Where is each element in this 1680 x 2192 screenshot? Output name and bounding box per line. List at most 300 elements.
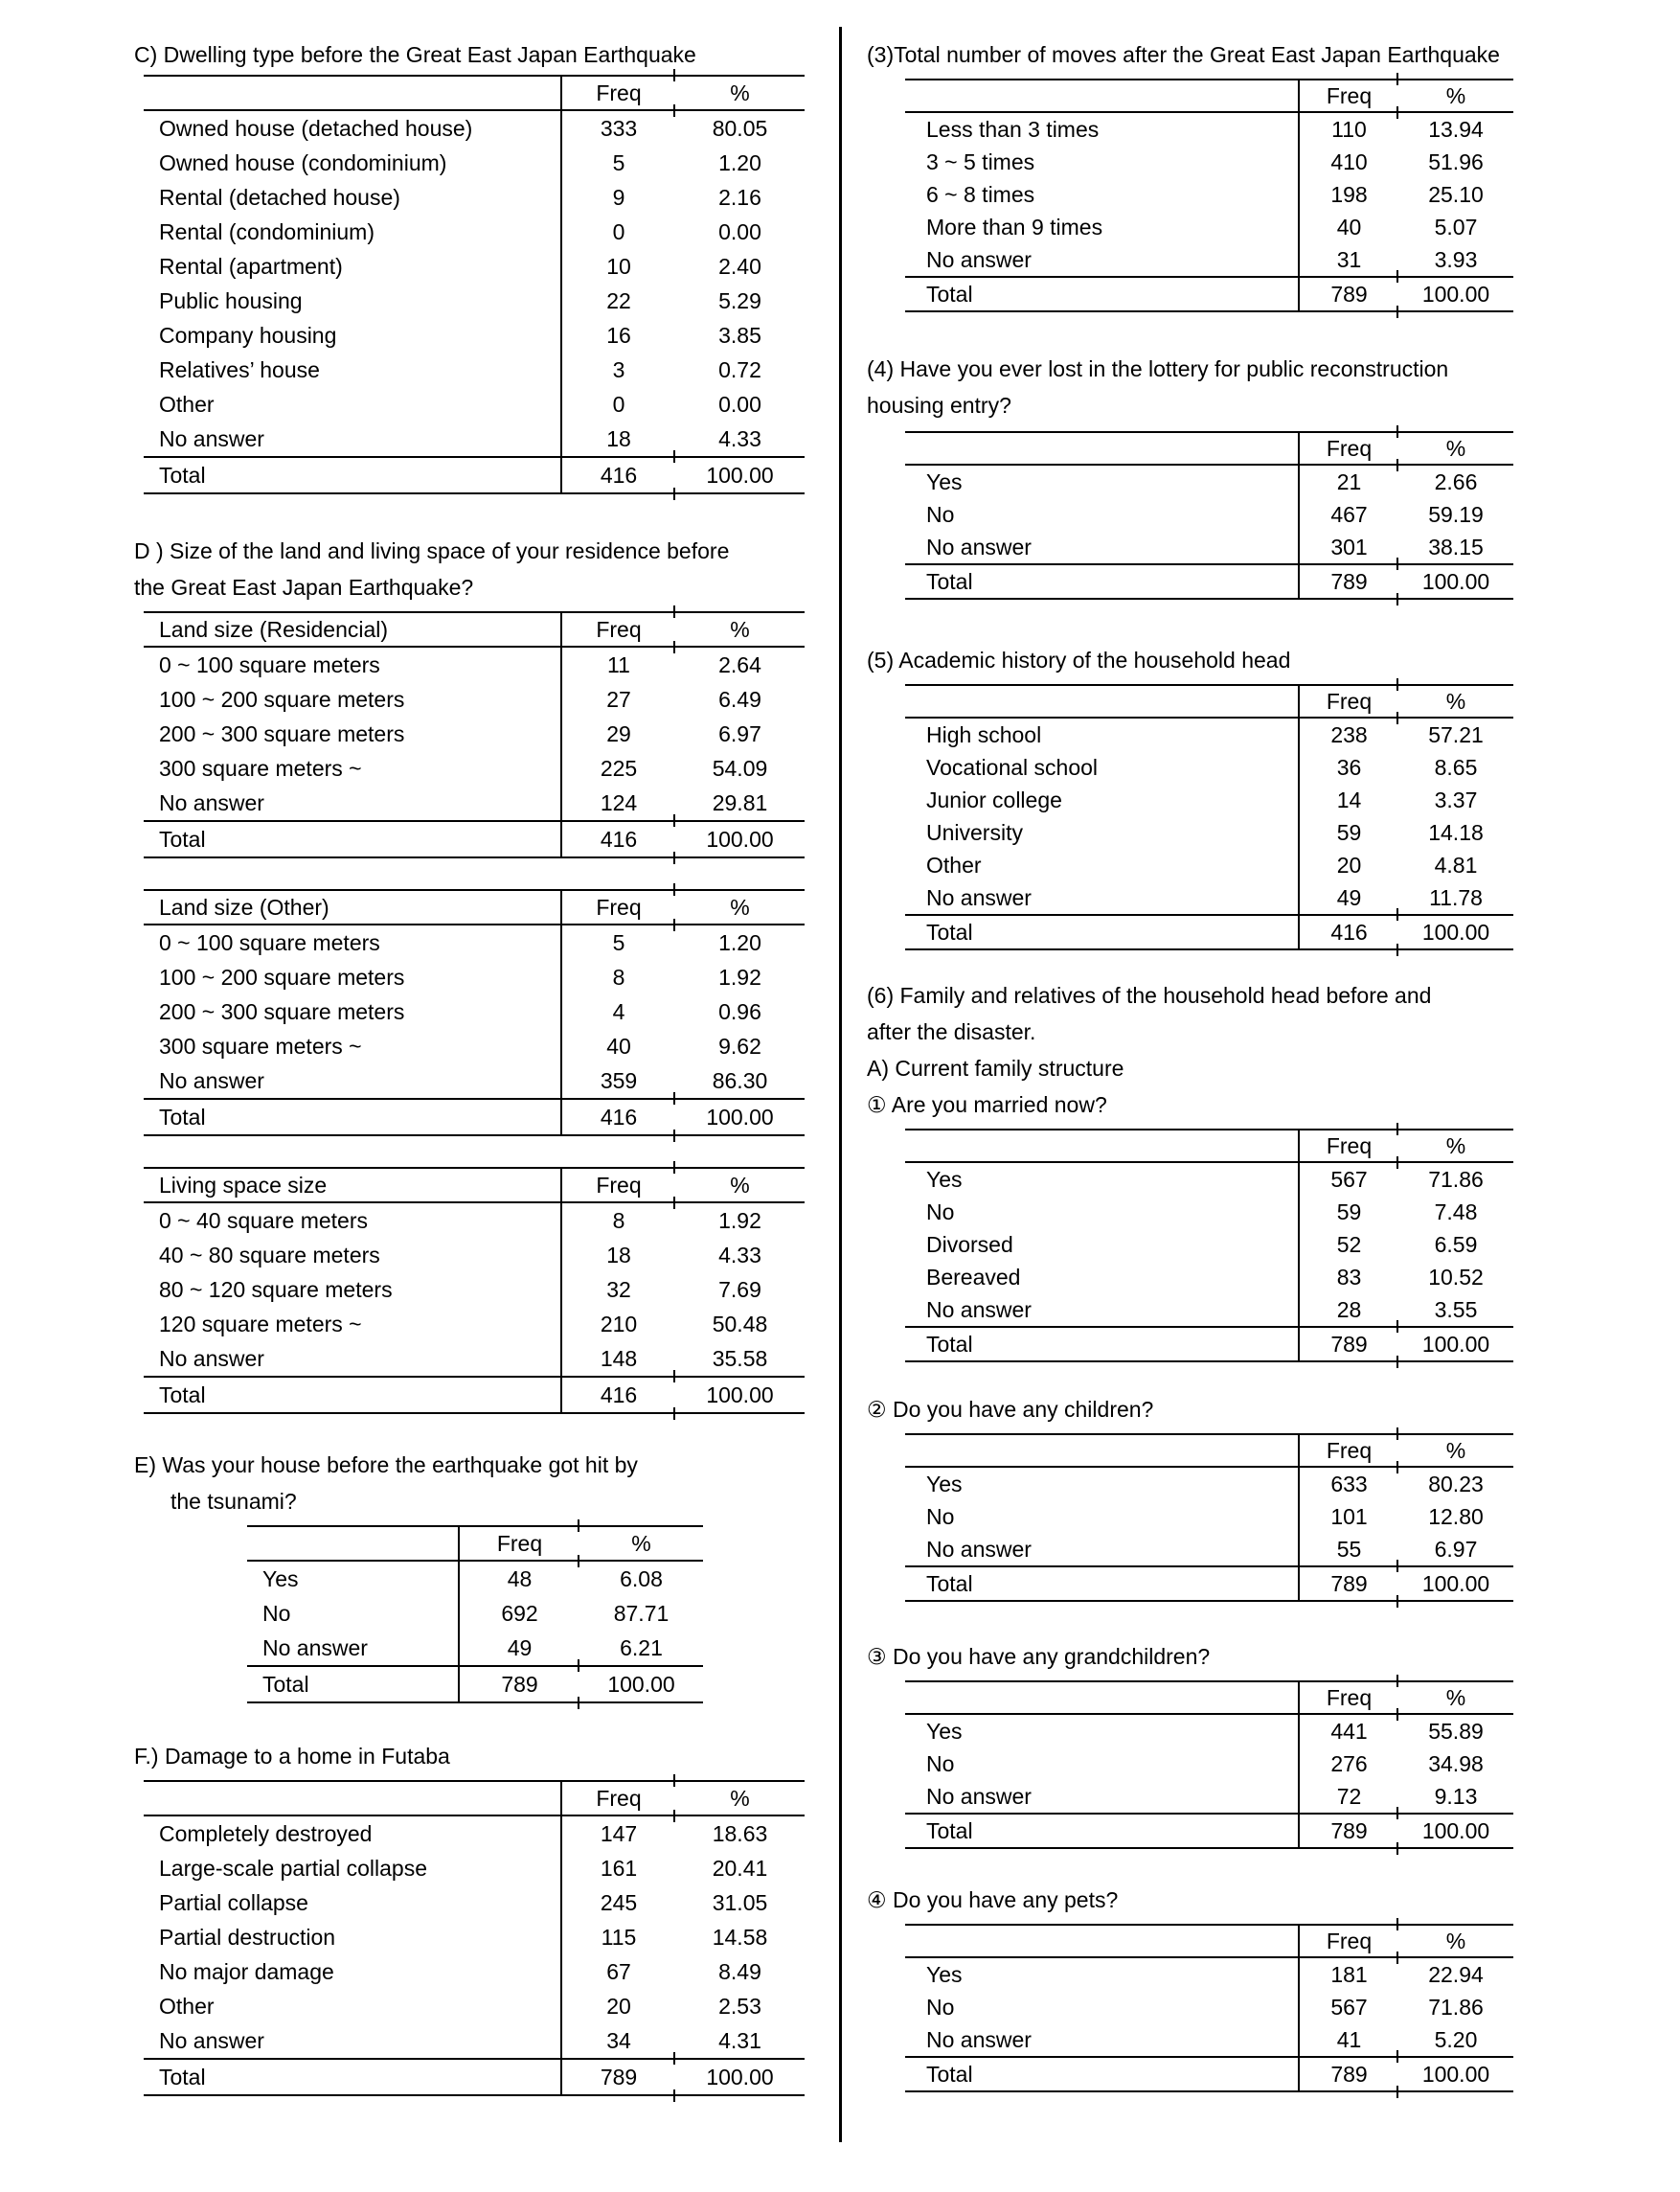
freq-value: 72 (1298, 1780, 1398, 1813)
freq-value: 16 (560, 318, 675, 353)
frequency-table (905, 684, 1652, 950)
table-header-row (905, 1680, 1513, 1715)
freq-value: 36 (1298, 751, 1398, 784)
section-heading (134, 1738, 819, 1774)
table-row (144, 682, 805, 717)
total-row-label: Total (926, 1571, 973, 1596)
total-freq-value: 789 (1298, 1328, 1398, 1360)
table-row (144, 146, 805, 180)
frequency-table (144, 611, 819, 858)
table-row (144, 353, 805, 387)
table-row (905, 751, 1513, 784)
table-row (144, 249, 805, 284)
survey-section-C (134, 36, 819, 494)
freq-value: 18 (560, 422, 675, 456)
survey-section-E (134, 1447, 819, 1703)
row-label: No answer (159, 1346, 264, 1371)
table-row (144, 215, 805, 249)
total-percent-value: 100.00 (1398, 1815, 1513, 1847)
percent-column-header: % (675, 891, 805, 924)
right-column (867, 29, 1652, 2092)
table-row (144, 1954, 805, 1989)
table-row (247, 1631, 703, 1665)
section-heading-line: (4) Have you ever lost in the lottery for public reconstruction (867, 356, 1449, 381)
frequency-table (905, 1680, 1652, 1849)
row-label: 80 ~ 120 square meters (159, 1277, 393, 1302)
percent-value: 6.59 (1434, 1232, 1478, 1257)
table-row (247, 1596, 703, 1631)
total-freq-value: 416 (1298, 916, 1398, 948)
row-label: No answer (159, 1068, 264, 1093)
row-label: 200 ~ 300 square meters (159, 999, 405, 1024)
percent-value: 1.20 (718, 150, 761, 175)
section-heading (867, 36, 1652, 73)
section-heading (867, 1882, 1652, 1918)
freq-value: 0 (560, 215, 675, 249)
percent-value: 59.19 (1428, 502, 1484, 527)
row-label: Owned house (detached house) (159, 116, 473, 141)
table-header-row (905, 1924, 1513, 1958)
section-heading (867, 642, 1652, 678)
percent-column-header: % (1398, 433, 1513, 464)
percent-value: 6.97 (718, 721, 761, 746)
percent-column-header: % (1398, 1130, 1513, 1161)
table-row (905, 113, 1513, 146)
row-label: Partial destruction (159, 1925, 336, 1950)
row-label: No (926, 502, 955, 527)
total-percent-value: 100.00 (675, 458, 805, 492)
section-heading-line: ① Are you married now? (867, 1092, 1107, 1117)
total-row-label: Total (159, 2065, 206, 2089)
row-label: Owned house (condominium) (159, 150, 447, 175)
table-row (144, 1816, 805, 1851)
table-header-row (905, 79, 1513, 113)
table-row (144, 284, 805, 318)
freq-value: 0 (560, 387, 675, 422)
row-label: 0 ~ 40 square meters (159, 1208, 368, 1233)
freq-value: 333 (560, 111, 675, 146)
row-label: Yes (262, 1566, 299, 1591)
freq-value: 301 (1298, 531, 1398, 563)
table-header-row (144, 889, 805, 925)
frequency-table (905, 1129, 1652, 1362)
row-label: Rental (detached house) (159, 185, 400, 210)
section-heading-line: E) Was your house before the earthquake got hit by (134, 1452, 638, 1477)
table-header-row (144, 1167, 805, 1203)
freq-value: 276 (1298, 1747, 1398, 1780)
freq-value: 40 (1298, 211, 1398, 243)
percent-value: 71.86 (1428, 1167, 1484, 1192)
total-freq-value: 416 (560, 1378, 675, 1412)
percent-value: 35.58 (712, 1346, 768, 1371)
row-label-header (247, 1527, 458, 1560)
table-row (144, 318, 805, 353)
row-label: 300 square meters ~ (159, 756, 362, 781)
row-label: Relatives’ house (159, 357, 320, 382)
table-row (144, 994, 805, 1029)
table-row (144, 960, 805, 994)
percent-value: 13.94 (1428, 117, 1484, 142)
row-label: Partial collapse (159, 1890, 308, 1915)
freq-column-header: Freq (560, 613, 675, 646)
percent-value: 7.69 (718, 1277, 761, 1302)
freq-value: 31 (1298, 243, 1398, 276)
section-heading-line: after the disaster. (867, 1019, 1036, 1044)
row-label: Other (926, 853, 982, 878)
row-label: Yes (926, 469, 963, 494)
row-label: 100 ~ 200 square meters (159, 965, 405, 990)
freq-value: 8 (560, 1203, 675, 1238)
section-heading-line: D ) Size of the land and living space of your residence before (134, 538, 730, 563)
freq-value: 410 (1298, 146, 1398, 178)
freq-value: 34 (560, 2023, 675, 2058)
freq-value: 692 (458, 1596, 579, 1631)
table-row (905, 1500, 1513, 1533)
table-row (144, 1203, 805, 1238)
row-label: Yes (926, 1167, 963, 1192)
section-heading-line: the Great East Japan Earthquake? (134, 575, 474, 600)
table-row (905, 1958, 1513, 1991)
freq-value: 161 (560, 1851, 675, 1885)
percent-value: 4.81 (1434, 853, 1478, 878)
table-row (144, 1851, 805, 1885)
row-label-header (144, 77, 560, 109)
table-total-row (247, 1665, 703, 1703)
freq-column-header: Freq (560, 1782, 675, 1815)
percent-column-header: % (1398, 1435, 1513, 1466)
table-total-row (905, 563, 1513, 600)
percent-value: 0.00 (718, 219, 761, 244)
total-percent-value: 100.00 (675, 822, 805, 856)
percent-value: 50.48 (712, 1312, 768, 1336)
row-label: Other (159, 1994, 215, 2019)
table-total-row (905, 2056, 1513, 2092)
freq-value: 148 (560, 1341, 675, 1376)
row-label: Large-scale partial collapse (159, 1856, 427, 1881)
frequency-table (905, 79, 1652, 312)
percent-value: 0.00 (718, 392, 761, 417)
percent-value: 54.09 (712, 756, 768, 781)
table-total-row (144, 1098, 805, 1136)
total-percent-value: 100.00 (675, 1378, 805, 1412)
freq-value: 55 (1298, 1533, 1398, 1565)
percent-value: 5.29 (718, 288, 761, 313)
survey-section-3 (867, 36, 1652, 312)
table-row (144, 180, 805, 215)
total-freq-value: 416 (560, 1100, 675, 1134)
percent-value: 22.94 (1428, 1962, 1484, 1987)
freq-value: 22 (560, 284, 675, 318)
row-label: No answer (926, 535, 1032, 559)
row-label: No answer (926, 2027, 1032, 2052)
percent-value: 10.52 (1428, 1265, 1484, 1290)
row-label: 3 ~ 5 times (926, 149, 1035, 174)
percent-value: 51.96 (1428, 149, 1484, 174)
freq-value: 59 (1298, 816, 1398, 849)
table-row (144, 648, 805, 682)
total-percent-value: 100.00 (675, 1100, 805, 1134)
freq-column-header: Freq (1298, 80, 1398, 111)
table-row (905, 1747, 1513, 1780)
table-header-row (905, 431, 1513, 466)
section-heading-line: ② Do you have any children? (867, 1397, 1154, 1422)
total-freq-value: 789 (1298, 278, 1398, 310)
section-heading (867, 1638, 1652, 1675)
table-row (144, 1238, 805, 1272)
percent-value: 4.31 (718, 2028, 761, 2053)
percent-value: 6.97 (1434, 1537, 1478, 1562)
percent-value: 12.80 (1428, 1504, 1484, 1529)
row-label: 0 ~ 100 square meters (159, 652, 380, 677)
percent-value: 0.96 (718, 999, 761, 1024)
table-row (144, 925, 805, 960)
percent-value: 1.92 (718, 1208, 761, 1233)
percent-value: 80.23 (1428, 1472, 1484, 1496)
row-label: No answer (926, 1784, 1032, 1809)
frequency-table (905, 431, 1652, 600)
table-header-row (905, 1433, 1513, 1468)
total-row-label: Total (926, 1818, 973, 1843)
table-row (905, 816, 1513, 849)
table-row (144, 1307, 805, 1341)
percent-value: 29.81 (712, 790, 768, 815)
row-label: Junior college (926, 788, 1062, 812)
percent-value: 2.64 (718, 652, 761, 677)
table-row (144, 387, 805, 422)
freq-column-header: Freq (1298, 686, 1398, 717)
table-row (905, 146, 1513, 178)
row-label-header: Land size (Other) (159, 895, 329, 920)
row-label: High school (926, 722, 1042, 747)
row-label: 120 square meters ~ (159, 1312, 362, 1336)
freq-value: 49 (1298, 881, 1398, 914)
freq-value: 359 (560, 1063, 675, 1098)
freq-value: 41 (1298, 2023, 1398, 2056)
total-percent-value: 100.00 (1398, 916, 1513, 948)
table-row (905, 1196, 1513, 1228)
table-total-row (144, 820, 805, 858)
percent-value: 25.10 (1428, 182, 1484, 207)
freq-value: 67 (560, 1954, 675, 1989)
percent-value: 6.21 (620, 1635, 663, 1660)
freq-value: 27 (560, 682, 675, 717)
table-row (144, 1063, 805, 1098)
section-heading-line: F.) Damage to a home in Futaba (134, 1744, 450, 1769)
percent-value: 71.86 (1428, 1995, 1484, 2020)
total-percent-value: 100.00 (1398, 278, 1513, 310)
freq-value: 14 (1298, 784, 1398, 816)
row-label-header (905, 1926, 1298, 1956)
total-percent-value: 100.00 (675, 2060, 805, 2094)
percent-column-header: % (675, 1782, 805, 1815)
total-row-label: Total (159, 827, 206, 852)
total-freq-value: 789 (1298, 1815, 1398, 1847)
percent-value: 1.92 (718, 965, 761, 990)
freq-value: 49 (458, 1631, 579, 1665)
section-heading-line: (5) Academic history of the household head (867, 648, 1291, 673)
percent-value: 2.40 (718, 254, 761, 279)
table-row (144, 111, 805, 146)
percent-value: 9.62 (718, 1034, 761, 1059)
total-row-label: Total (926, 282, 973, 307)
freq-column-header: Freq (458, 1527, 579, 1560)
row-label-header (905, 1435, 1298, 1466)
table-row (905, 466, 1513, 498)
survey-section-6-2 (867, 1391, 1652, 1602)
row-label: 40 ~ 80 square meters (159, 1243, 380, 1267)
percent-value: 14.58 (712, 1925, 768, 1950)
row-label: Completely destroyed (159, 1821, 373, 1846)
percent-value: 55.89 (1428, 1719, 1484, 1744)
table-header-row (144, 611, 805, 648)
freq-value: 29 (560, 717, 675, 751)
row-label-header (905, 1682, 1298, 1713)
row-label: Rental (apartment) (159, 254, 343, 279)
section-heading-line: (6) Family and relatives of the household head before and (867, 983, 1432, 1008)
freq-value: 124 (560, 786, 675, 820)
row-label: No answer (262, 1635, 368, 1660)
total-row-label: Total (262, 1672, 309, 1697)
row-label: University (926, 820, 1023, 845)
column-divider-line (839, 27, 842, 2142)
freq-value: 20 (1298, 849, 1398, 881)
table-row (905, 1163, 1513, 1196)
section-heading (867, 1391, 1652, 1427)
row-label: 0 ~ 100 square meters (159, 930, 380, 955)
survey-section-6-4 (867, 1882, 1652, 2092)
freq-column-header: Freq (1298, 1682, 1398, 1713)
percent-value: 7.48 (1434, 1199, 1478, 1224)
freq-value: 633 (1298, 1468, 1398, 1500)
total-freq-value: 789 (560, 2060, 675, 2094)
total-percent-value: 100.00 (1398, 1328, 1513, 1360)
freq-value: 225 (560, 751, 675, 786)
percent-value: 38.15 (1428, 535, 1484, 559)
total-freq-value: 416 (560, 822, 675, 856)
freq-value: 21 (1298, 466, 1398, 498)
table-total-row (905, 1565, 1513, 1602)
percent-value: 4.33 (718, 426, 761, 451)
table-row (247, 1562, 703, 1596)
freq-column-header: Freq (560, 77, 675, 109)
survey-section-6 (867, 977, 1652, 1362)
row-label: No (926, 1199, 955, 1224)
freq-column-header: Freq (1298, 1926, 1398, 1956)
percent-value: 3.93 (1434, 247, 1478, 272)
row-label: Yes (926, 1719, 963, 1744)
row-label: 200 ~ 300 square meters (159, 721, 405, 746)
row-label: Divorsed (926, 1232, 1013, 1257)
total-percent-value: 100.00 (1398, 1567, 1513, 1600)
row-label: No answer (159, 790, 264, 815)
freq-value: 52 (1298, 1228, 1398, 1261)
freq-value: 8 (560, 960, 675, 994)
freq-value: 101 (1298, 1500, 1398, 1533)
row-label: 100 ~ 200 square meters (159, 687, 405, 712)
survey-section-F (134, 1738, 819, 2096)
total-freq-value: 789 (1298, 2058, 1398, 2090)
table-row (144, 1989, 805, 2023)
total-freq-value: 416 (560, 458, 675, 492)
table-total-row (144, 456, 805, 494)
total-row-label: Total (926, 1332, 973, 1357)
percent-value: 2.66 (1434, 469, 1478, 494)
table-row (905, 243, 1513, 276)
percent-value: 87.71 (613, 1601, 670, 1626)
percent-value: 1.20 (718, 930, 761, 955)
freq-column-header: Freq (1298, 433, 1398, 464)
table-row (905, 1533, 1513, 1565)
table-row (144, 2023, 805, 2058)
left-column (134, 29, 819, 2096)
percent-value: 5.07 (1434, 215, 1478, 240)
total-row-label: Total (159, 463, 206, 488)
freq-column-header: Freq (1298, 1130, 1398, 1161)
row-label: Vocational school (926, 755, 1099, 780)
row-label: No answer (159, 426, 264, 451)
table-row (144, 786, 805, 820)
survey-section-D (134, 533, 819, 1414)
table-total-row (144, 1376, 805, 1414)
percent-value: 20.41 (712, 1856, 768, 1881)
percent-column-header: % (1398, 686, 1513, 717)
freq-value: 5 (560, 146, 675, 180)
freq-value: 59 (1298, 1196, 1398, 1228)
freq-value: 10 (560, 249, 675, 284)
table-row (144, 751, 805, 786)
section-heading-line: ④ Do you have any pets? (867, 1887, 1119, 1912)
table-row (905, 211, 1513, 243)
freq-value: 11 (560, 648, 675, 682)
percent-value: 9.13 (1434, 1784, 1478, 1809)
table-row (905, 719, 1513, 751)
percent-value: 3.55 (1434, 1297, 1478, 1322)
percent-column-header: % (1398, 80, 1513, 111)
section-heading-line: A) Current family structure (867, 1056, 1124, 1081)
row-label: Yes (926, 1962, 963, 1987)
total-row-label: Total (926, 920, 973, 945)
percent-value: 2.16 (718, 185, 761, 210)
row-label: No (926, 1751, 955, 1776)
table-row (905, 1228, 1513, 1261)
percent-column-header: % (675, 613, 805, 646)
percent-value: 8.49 (718, 1959, 761, 1984)
row-label-header: Land size (Residencial) (159, 617, 389, 642)
table-header-row (144, 1780, 805, 1816)
freq-value: 441 (1298, 1715, 1398, 1747)
table-row (905, 881, 1513, 914)
table-row (144, 1272, 805, 1307)
table-total-row (144, 2058, 805, 2096)
freq-value: 467 (1298, 498, 1398, 531)
total-percent-value: 100.00 (579, 1667, 703, 1701)
freq-value: 198 (1298, 178, 1398, 211)
freq-value: 28 (1298, 1293, 1398, 1326)
freq-column-header: Freq (560, 1169, 675, 1201)
row-label: Bereaved (926, 1265, 1021, 1290)
percent-value: 0.72 (718, 357, 761, 382)
total-freq-value: 789 (458, 1667, 579, 1701)
percent-column-header: % (1398, 1926, 1513, 1956)
frequency-table (905, 1433, 1652, 1602)
section-heading-line: ③ Do you have any grandchildren? (867, 1644, 1211, 1669)
freq-column-header: Freq (560, 891, 675, 924)
section-heading (134, 36, 819, 73)
row-label: Rental (condominium) (159, 219, 375, 244)
freq-value: 210 (560, 1307, 675, 1341)
percent-value: 8.65 (1434, 755, 1478, 780)
total-row-label: Total (926, 569, 973, 594)
